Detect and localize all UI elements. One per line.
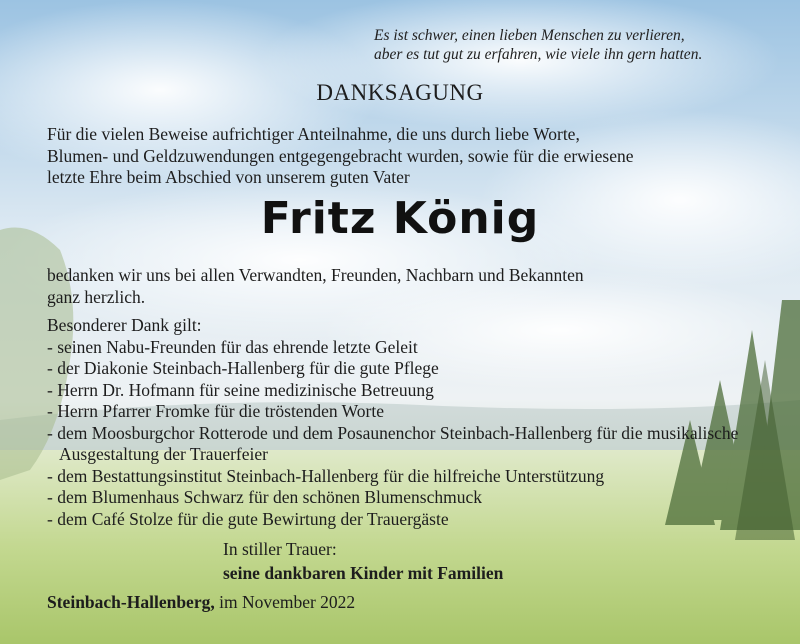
signature-family: seine dankbaren Kinder mit Familien <box>223 563 504 583</box>
special-thanks <box>47 315 767 530</box>
motto-line-1: Es ist schwer, einen lieben Menschen zu verlieren, <box>374 27 685 44</box>
list-item: - Herrn Pfarrer Fromke für die tröstenden Worte <box>47 401 384 421</box>
thanks-paragraph <box>47 265 767 308</box>
special-thanks-list <box>47 337 767 531</box>
date: im November 2022 <box>219 592 356 612</box>
deceased-name: Fritz König <box>260 193 540 244</box>
special-thanks-title: Besonderer Dank gilt: <box>47 315 202 335</box>
place: Steinbach-Hallenberg, <box>47 592 215 612</box>
heading-danksagung: DANKSAGUNG <box>316 80 484 105</box>
intro-line-1: Für die vielen Beweise aufrichtiger Anteilnahme, die uns durch liebe Worte, <box>47 124 580 144</box>
list-item: - seinen Nabu-Freunden für das ehrende letzte Geleit <box>47 336 418 357</box>
closing-block <box>223 537 503 585</box>
motto-line-2: aber es tut gut zu erfahren, wie viele ihn gern hatten. <box>374 46 703 63</box>
intro-line-2: Blumen- und Geldzuwendungen entgegengebracht wurden, sowie für die erwiesene <box>47 145 634 166</box>
thanks-line-2: ganz herzlich. <box>47 286 146 307</box>
list-item: - dem Café Stolze für die gute Bewirtung der Trauergäste <box>47 508 449 529</box>
list-item: - der Diakonie Steinbach-Hallenberg für die gute Pflege <box>47 358 439 378</box>
motto-quote <box>374 26 754 64</box>
intro-paragraph <box>47 124 767 189</box>
thanks-line-1: bedanken wir uns bei allen Verwandten, Freunden, Nachbarn und Bekannten <box>47 265 584 285</box>
list-item: - Herrn Dr. Hofmann für seine medizinische Betreuung <box>47 379 434 400</box>
list-item: - dem Bestattungsinstitut Steinbach-Hallenberg für die hilfreiche Unterstützung <box>47 465 605 486</box>
list-item: - dem Moosburgchor Rotterode und dem Posaunenchor Steinbach-Hallenberg für die musikalische Ausgestaltung der Trauerfeier <box>47 422 739 464</box>
place-date <box>47 592 355 613</box>
intro-line-3: letzte Ehre beim Abschied von unserem guten Vater <box>47 167 410 187</box>
list-item: - dem Blumenhaus Schwarz für den schönen Blumenschmuck <box>47 487 482 507</box>
in-stiller-trauer: In stiller Trauer: <box>223 539 337 559</box>
